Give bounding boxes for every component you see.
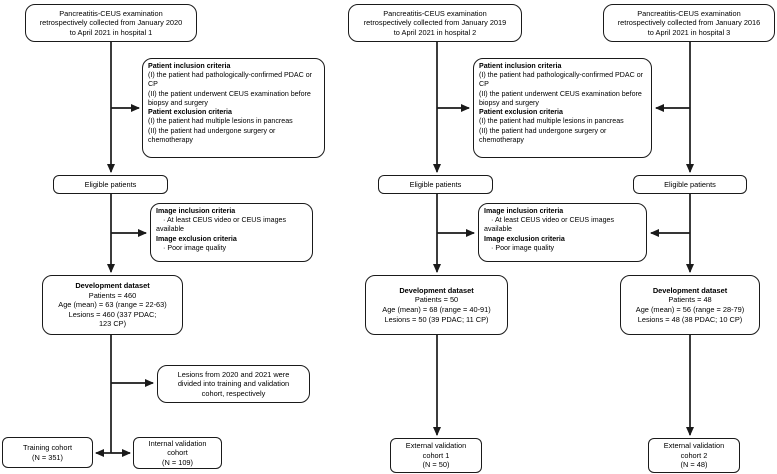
development-age: Age (mean) = 63 (range = 22-63) <box>58 300 167 310</box>
source-line: to April 2021 in hospital 2 <box>393 27 477 37</box>
criteria-line: (I) the patient had multiple lesions in pancreas <box>479 117 624 126</box>
source-line: retrospectively collected from January 2016 <box>617 18 761 28</box>
external-validation-cohort-1-box <box>390 438 482 473</box>
development-patients: Patients = 48 <box>668 295 712 305</box>
criteria-line: · Poor image quality <box>163 243 227 252</box>
source-box-hospital-1 <box>25 4 197 42</box>
cohort-n: (N = 351) <box>31 452 63 462</box>
source-box-hospital-3 <box>603 4 775 42</box>
patient-criteria-box-hospital-1 <box>142 58 325 158</box>
source-line: Pancreatitis-CEUS examination <box>59 8 163 18</box>
source-line: retrospectively collected from January 2019 <box>363 18 507 28</box>
development-title: Development dataset <box>75 280 150 290</box>
patient-criteria-box-hospitals-2-3 <box>473 58 652 158</box>
cohort-label: External validation <box>405 441 467 451</box>
eligible-label: Eligible patients <box>664 179 716 189</box>
source-line: retrospectively collected from January 2020 <box>39 18 183 28</box>
development-lesions: Lesions = 50 (39 PDAC; 11 CP) <box>384 314 489 324</box>
criteria-line: · Poor image quality <box>491 243 555 252</box>
cohort-label: cohort <box>167 448 188 458</box>
criteria-heading: Image exclusion criteria <box>484 234 565 243</box>
cohort-label: External validation <box>663 441 725 451</box>
criteria-line: · At least CEUS video or CEUS images available <box>484 216 615 234</box>
development-patients: Patients = 50 <box>414 295 459 305</box>
criteria-line: (II) the patient had undergone surgery or chemotherapy <box>148 126 276 144</box>
source-line: Pancreatitis-CEUS examination <box>637 8 741 18</box>
eligible-patients-box-2 <box>378 175 493 194</box>
training-cohort-box <box>2 437 93 468</box>
cohort-n: (N = 50) <box>422 460 450 470</box>
criteria-line: (I) the patient had pathologically-confirmed PDAC or CP <box>148 71 313 89</box>
development-dataset-box-1 <box>42 275 183 335</box>
source-line: to April 2021 in hospital 1 <box>69 27 153 37</box>
source-line: to April 2021 in hospital 3 <box>647 27 731 37</box>
development-lesions: 123 CP) <box>98 319 127 329</box>
eligible-patients-box-3 <box>633 175 747 194</box>
development-age: Age (mean) = 68 (range = 40-91) <box>382 305 491 314</box>
development-title: Development dataset <box>652 285 728 295</box>
cohort-label: cohort 1 <box>422 450 450 460</box>
development-title: Development dataset <box>399 285 474 295</box>
criteria-heading: Patient exclusion criteria <box>148 108 232 117</box>
criteria-line: · At least CEUS video or CEUS images available <box>156 216 287 234</box>
development-lesions: Lesions = 48 (38 PDAC; 10 CP) <box>637 314 743 324</box>
criteria-heading: Patient exclusion criteria <box>479 108 563 117</box>
criteria-line: (I) the patient had multiple lesions in pancreas <box>148 117 293 126</box>
eligible-patients-box-1 <box>53 175 168 194</box>
image-criteria-box-hospitals-2-3 <box>478 203 647 262</box>
source-line: Pancreatitis-CEUS examination <box>383 8 487 18</box>
cohort-n: (N = 109) <box>161 457 193 467</box>
criteria-heading: Image inclusion criteria <box>156 207 236 215</box>
criteria-heading: Image exclusion criteria <box>156 234 237 243</box>
eligible-label: Eligible patients <box>84 179 137 189</box>
split-note-line: cohort, respectively <box>201 388 266 398</box>
internal-validation-cohort-box <box>133 437 222 469</box>
cohort-label: cohort 2 <box>680 450 708 460</box>
eligible-label: Eligible patients <box>409 179 462 189</box>
image-criteria-box-hospital-1 <box>150 203 313 262</box>
development-age: Age (mean) = 56 (range = 28-79) <box>635 305 745 314</box>
criteria-line: (I) the patient had pathologically-confirmed PDAC or CP <box>479 71 644 89</box>
criteria-line: (II) the patient had undergone surgery or chemotherapy <box>479 126 607 144</box>
cohort-n: (N = 48) <box>680 460 708 470</box>
criteria-line: (II) the patient underwent CEUS examination before biopsy and surgery <box>479 89 642 107</box>
criteria-heading: Image inclusion criteria <box>484 207 564 215</box>
criteria-heading: Patient inclusion criteria <box>479 62 562 70</box>
split-note-line: divided into training and validation <box>177 379 290 389</box>
criteria-heading: Patient inclusion criteria <box>148 62 231 70</box>
development-dataset-box-3 <box>620 275 760 335</box>
development-patients: Patients = 460 <box>88 290 137 300</box>
split-note-line: Lesions from 2020 and 2021 were <box>177 369 290 379</box>
source-box-hospital-2 <box>348 4 522 42</box>
split-note-box <box>157 365 310 403</box>
external-validation-cohort-2-box <box>648 438 740 473</box>
criteria-line: (II) the patient underwent CEUS examination before biopsy and surgery <box>148 89 311 107</box>
cohort-label: Training cohort <box>22 442 73 452</box>
development-dataset-box-2 <box>365 275 508 335</box>
development-lesions: Lesions = 460 (337 PDAC; <box>68 309 157 319</box>
cohort-label: Internal validation <box>148 438 207 448</box>
